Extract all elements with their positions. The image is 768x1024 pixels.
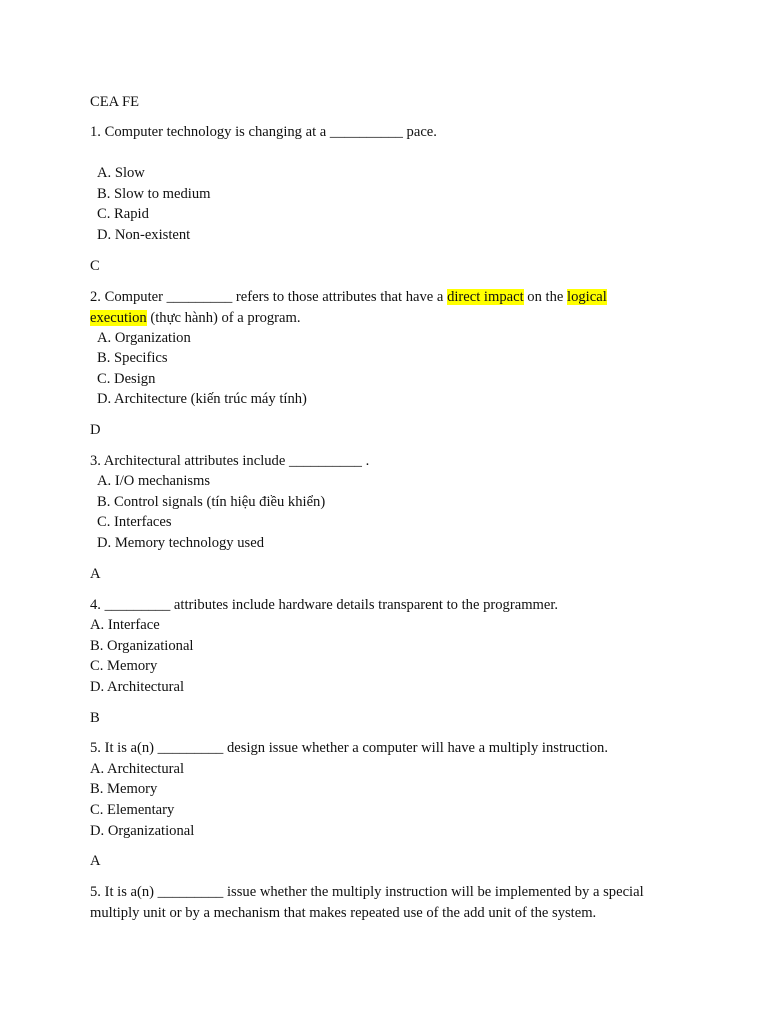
question-5-option-d: D. Organizational	[90, 823, 195, 839]
question-3-option-a: A. I/O mechanisms	[97, 473, 211, 489]
question-1-text: 1. Computer technology is changing at a __________ pace.	[90, 124, 437, 140]
question-1-option-d: D. Non-existent	[97, 227, 191, 243]
highlight-logical: logical	[567, 289, 607, 305]
question-4-text: 4. _________ attributes include hardware details transparent to the programmer.	[90, 597, 559, 613]
question-5-option-c: C. Elementary	[90, 802, 175, 818]
highlight-direct-impact: direct impact	[447, 289, 524, 305]
question-2-text-part: on the	[523, 289, 568, 305]
question-5-text: 5. It is a(n) _________ design issue whether a computer will have a multiply instruction.	[90, 740, 608, 756]
question-4-option-a: A. Interface	[90, 617, 160, 633]
question-3-text: 3. Architectural attributes include __________ .	[90, 453, 370, 469]
question-2-option-d: D. Architecture (kiến trúc máy tính)	[97, 391, 307, 407]
question-2-option-b: B. Specifics	[97, 350, 168, 366]
question-3-option-c: C. Interfaces	[97, 514, 172, 530]
question-4-option-c: C. Memory	[90, 658, 158, 674]
question-4-answer: B	[90, 710, 100, 726]
question-1-option-c: C. Rapid	[97, 206, 149, 222]
question-5-option-a: A. Architectural	[90, 761, 185, 777]
question-2-option-a: A. Organization	[97, 330, 191, 346]
question-2-text-part: (thực hành) of a program.	[146, 310, 301, 326]
question-1-option-b: B. Slow to medium	[97, 186, 211, 202]
question-1-answer: C	[90, 258, 100, 274]
question-1-option-a: A. Slow	[97, 165, 145, 181]
question-5-option-b: B. Memory	[90, 781, 158, 797]
document-title: CEA FE	[90, 94, 140, 110]
question-5-answer: A	[90, 853, 101, 869]
question-6-text-line-2: multiply unit or by a mechanism that makes repeated use of the add unit of the system.	[90, 905, 597, 921]
question-3-option-b: B. Control signals (tín hiệu điều khiển)	[97, 494, 326, 510]
question-4-option-b: B. Organizational	[90, 638, 194, 654]
highlight-execution: execution	[90, 310, 147, 326]
question-6-text-line-1: 5. It is a(n) _________ issue whether the multiply instruction will be implemented by a special	[90, 884, 644, 900]
question-3-answer: A	[90, 566, 101, 582]
question-2-text-part: 2. Computer _________ refers to those attributes that have a	[90, 289, 448, 305]
question-2-answer: D	[90, 422, 101, 438]
question-2-text-line-1	[90, 287, 607, 307]
question-3-option-d: D. Memory technology used	[97, 535, 264, 551]
question-2-text-line-2	[90, 308, 301, 328]
question-4-option-d: D. Architectural	[90, 679, 185, 695]
question-2-option-c: C. Design	[97, 371, 156, 387]
